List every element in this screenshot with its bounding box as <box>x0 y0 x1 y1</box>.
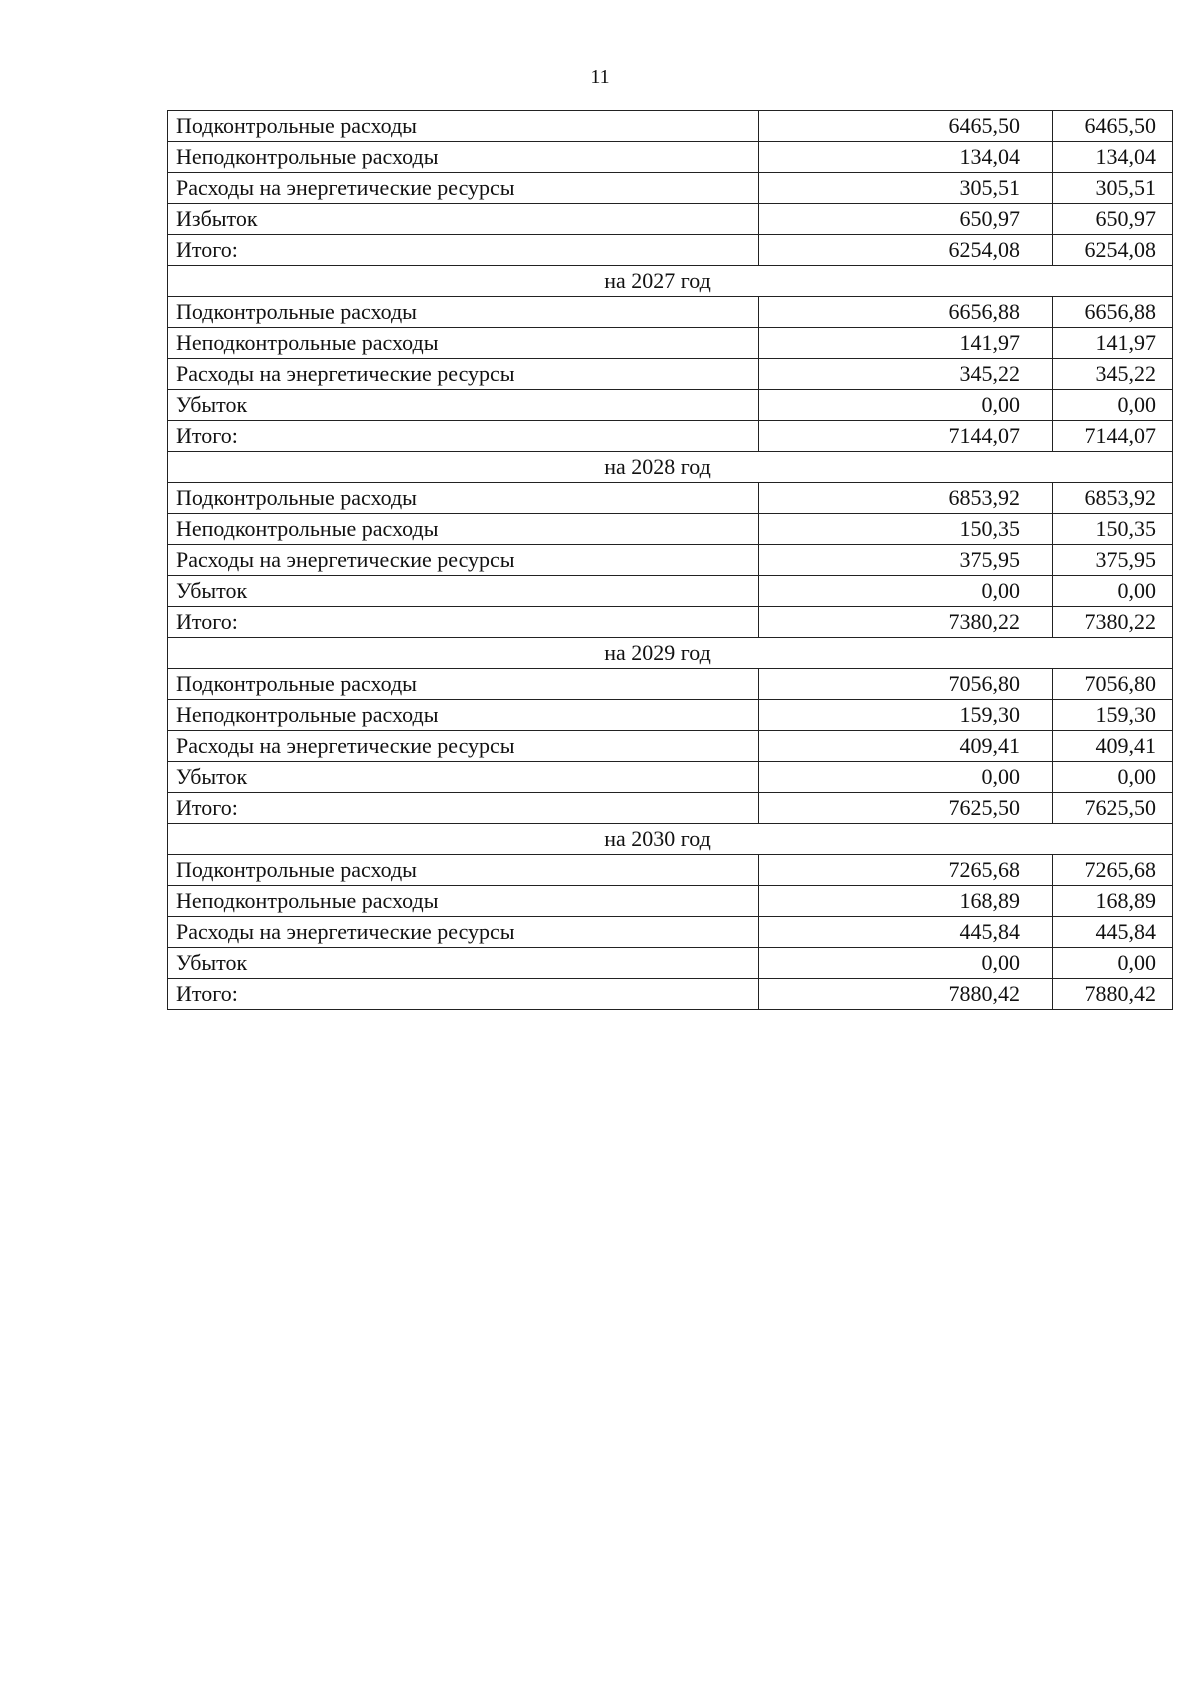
row-value-2: 305,51 <box>1053 173 1173 204</box>
row-value-2: 6254,08 <box>1053 235 1173 266</box>
row-label: Расходы на энергетические ресурсы <box>168 173 759 204</box>
table-row <box>168 607 1173 638</box>
row-value-2: 345,22 <box>1053 359 1173 390</box>
row-label: Итого: <box>168 979 759 1010</box>
row-value-2: 7265,68 <box>1053 855 1173 886</box>
row-value-1: 7056,80 <box>759 669 1053 700</box>
row-value-1: 305,51 <box>759 173 1053 204</box>
row-label: Расходы на энергетические ресурсы <box>168 545 759 576</box>
table-row <box>168 514 1173 545</box>
row-value-1: 6853,92 <box>759 483 1053 514</box>
row-label: Неподконтрольные расходы <box>168 700 759 731</box>
row-label: Итого: <box>168 607 759 638</box>
table-row <box>168 328 1173 359</box>
row-value-2: 6853,92 <box>1053 483 1173 514</box>
table-row <box>168 886 1173 917</box>
row-value-2: 7144,07 <box>1053 421 1173 452</box>
row-value-2: 0,00 <box>1053 762 1173 793</box>
section-heading: на 2030 год <box>168 824 1173 855</box>
page-number: 11 <box>590 66 610 88</box>
expenses-table <box>167 110 1173 1010</box>
row-label: Расходы на энергетические ресурсы <box>168 359 759 390</box>
row-value-1: 141,97 <box>759 328 1053 359</box>
row-value-2: 7380,22 <box>1053 607 1173 638</box>
row-label: Подконтрольные расходы <box>168 297 759 328</box>
section-heading-row <box>168 638 1173 669</box>
row-value-1: 345,22 <box>759 359 1053 390</box>
row-label: Убыток <box>168 948 759 979</box>
row-value-2: 150,35 <box>1053 514 1173 545</box>
table-row <box>168 979 1173 1010</box>
row-label: Неподконтрольные расходы <box>168 142 759 173</box>
row-value-2: 0,00 <box>1053 948 1173 979</box>
table-row <box>168 204 1173 235</box>
row-label: Итого: <box>168 793 759 824</box>
table-row <box>168 390 1173 421</box>
row-value-2: 375,95 <box>1053 545 1173 576</box>
section-heading: на 2027 год <box>168 266 1173 297</box>
row-value-1: 375,95 <box>759 545 1053 576</box>
table-row <box>168 173 1173 204</box>
table-row <box>168 855 1173 886</box>
row-value-1: 6656,88 <box>759 297 1053 328</box>
row-value-1: 159,30 <box>759 700 1053 731</box>
row-label: Подконтрольные расходы <box>168 855 759 886</box>
row-label: Подконтрольные расходы <box>168 111 759 142</box>
table-row <box>168 731 1173 762</box>
table-row <box>168 111 1173 142</box>
row-value-1: 7880,42 <box>759 979 1053 1010</box>
row-value-1: 6465,50 <box>759 111 1053 142</box>
row-value-2: 0,00 <box>1053 576 1173 607</box>
section-heading: на 2029 год <box>168 638 1173 669</box>
row-value-1: 0,00 <box>759 762 1053 793</box>
row-label: Убыток <box>168 390 759 421</box>
table-row <box>168 576 1173 607</box>
row-label: Избыток <box>168 204 759 235</box>
row-value-1: 7380,22 <box>759 607 1053 638</box>
table-row <box>168 483 1173 514</box>
row-value-2: 7880,42 <box>1053 979 1173 1010</box>
row-value-2: 6465,50 <box>1053 111 1173 142</box>
row-value-2: 0,00 <box>1053 390 1173 421</box>
row-value-2: 168,89 <box>1053 886 1173 917</box>
row-value-1: 7144,07 <box>759 421 1053 452</box>
row-value-1: 6254,08 <box>759 235 1053 266</box>
row-label: Итого: <box>168 235 759 266</box>
expenses-table-body <box>168 111 1173 1010</box>
row-value-1: 7625,50 <box>759 793 1053 824</box>
row-value-1: 134,04 <box>759 142 1053 173</box>
row-value-2: 650,97 <box>1053 204 1173 235</box>
section-heading: на 2028 год <box>168 452 1173 483</box>
table-row <box>168 297 1173 328</box>
section-heading-row <box>168 824 1173 855</box>
row-value-1: 0,00 <box>759 390 1053 421</box>
table-row <box>168 948 1173 979</box>
table-row <box>168 545 1173 576</box>
row-label: Убыток <box>168 762 759 793</box>
row-value-1: 409,41 <box>759 731 1053 762</box>
row-label: Неподконтрольные расходы <box>168 886 759 917</box>
table-row <box>168 421 1173 452</box>
table-row <box>168 669 1173 700</box>
row-value-1: 150,35 <box>759 514 1053 545</box>
section-heading-row <box>168 266 1173 297</box>
table-row <box>168 917 1173 948</box>
table-row <box>168 142 1173 173</box>
table-row <box>168 359 1173 390</box>
row-value-1: 7265,68 <box>759 855 1053 886</box>
row-value-2: 6656,88 <box>1053 297 1173 328</box>
row-label: Итого: <box>168 421 759 452</box>
row-value-2: 159,30 <box>1053 700 1173 731</box>
row-label: Неподконтрольные расходы <box>168 328 759 359</box>
row-value-2: 134,04 <box>1053 142 1173 173</box>
row-value-2: 7625,50 <box>1053 793 1173 824</box>
row-label: Подконтрольные расходы <box>168 483 759 514</box>
row-label: Убыток <box>168 576 759 607</box>
row-label: Расходы на энергетические ресурсы <box>168 917 759 948</box>
section-heading-row <box>168 452 1173 483</box>
row-value-1: 168,89 <box>759 886 1053 917</box>
row-value-2: 409,41 <box>1053 731 1173 762</box>
row-label: Расходы на энергетические ресурсы <box>168 731 759 762</box>
row-value-1: 650,97 <box>759 204 1053 235</box>
row-label: Подконтрольные расходы <box>168 669 759 700</box>
row-value-2: 445,84 <box>1053 917 1173 948</box>
row-value-2: 141,97 <box>1053 328 1173 359</box>
row-value-1: 0,00 <box>759 948 1053 979</box>
row-value-1: 445,84 <box>759 917 1053 948</box>
row-label: Неподконтрольные расходы <box>168 514 759 545</box>
row-value-2: 7056,80 <box>1053 669 1173 700</box>
row-value-1: 0,00 <box>759 576 1053 607</box>
table-row <box>168 235 1173 266</box>
table-row <box>168 793 1173 824</box>
table-row <box>168 700 1173 731</box>
table-row <box>168 762 1173 793</box>
